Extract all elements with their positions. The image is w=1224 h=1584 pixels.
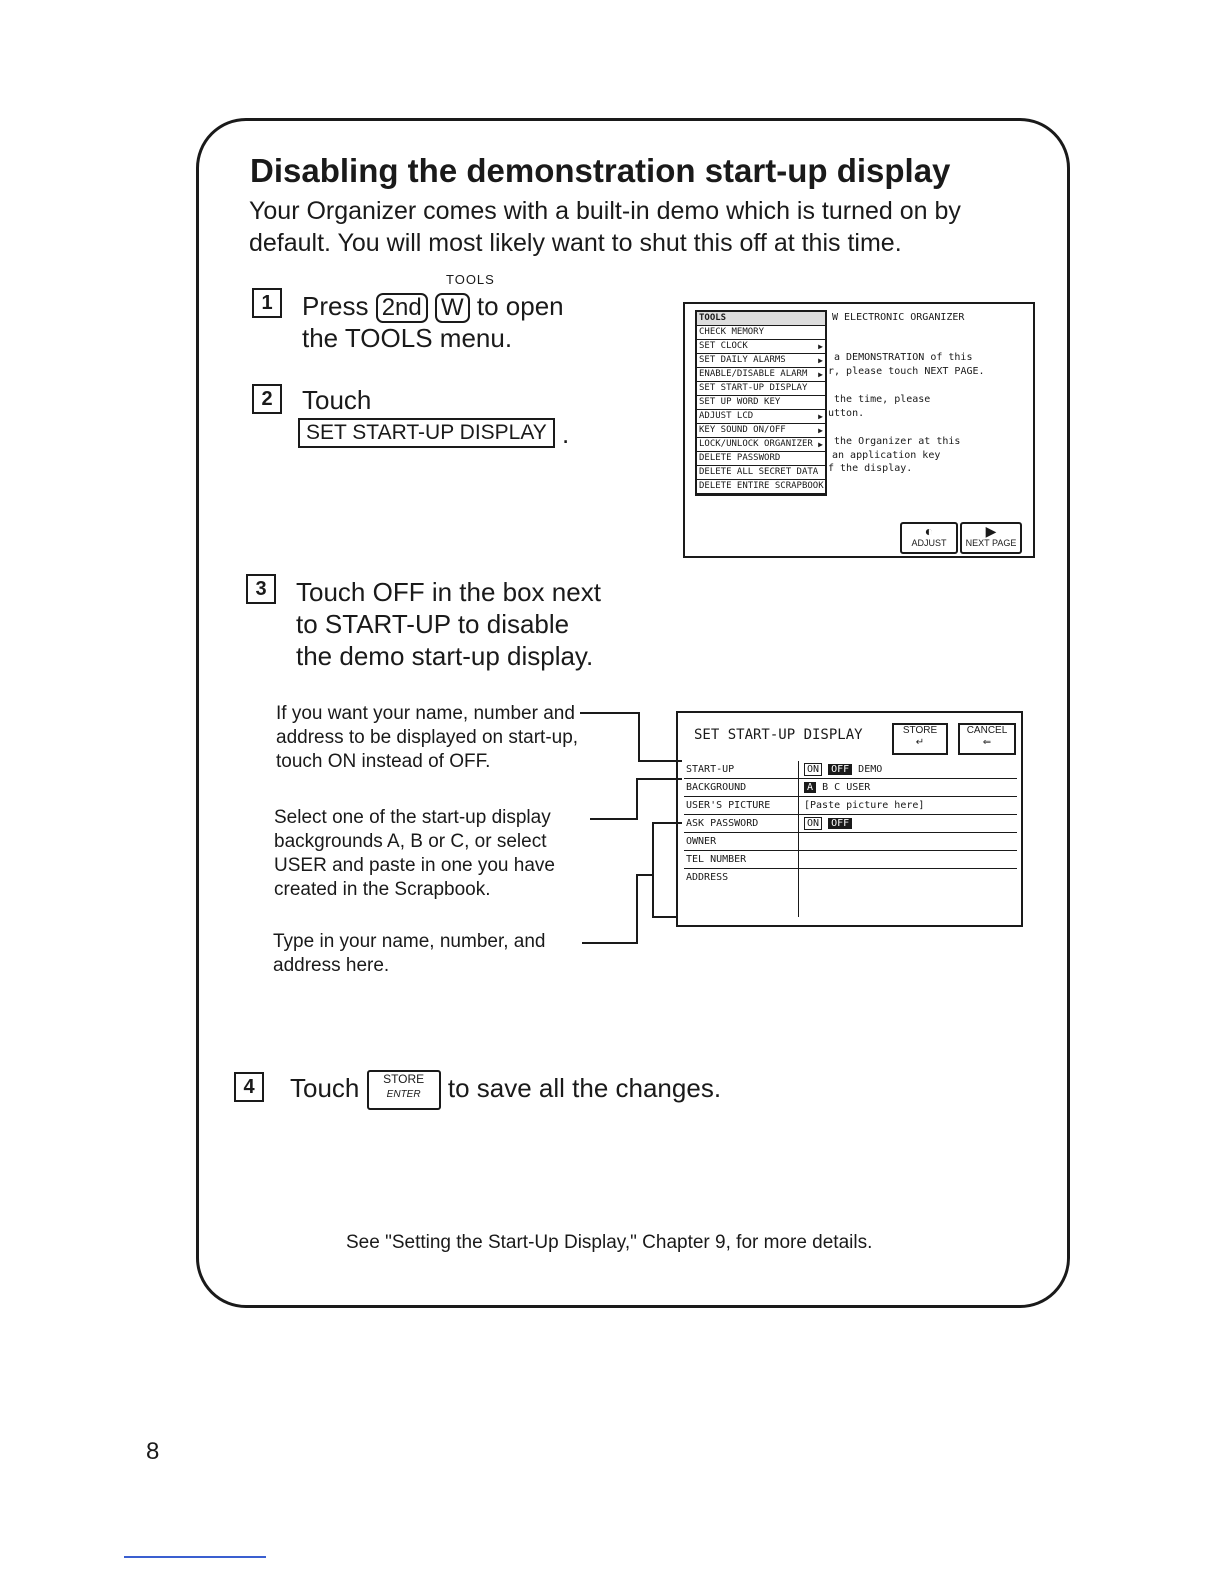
- section-title: Disabling the demonstration start-up display: [250, 152, 951, 189]
- step-1-text: [302, 290, 564, 323]
- tools-menu-screen: [683, 302, 1035, 558]
- leader-line: [636, 778, 638, 820]
- screen-title: SET START-UP DISPLAY: [694, 727, 863, 743]
- 2nd-key: 2nd: [376, 293, 428, 323]
- bg-b-option[interactable]: B: [822, 782, 829, 793]
- menu-item[interactable]: SET START-UP DISPLAY: [697, 382, 825, 396]
- table-row: TEL NUMBER: [684, 851, 1017, 869]
- table-row: OWNER: [684, 833, 1017, 851]
- w-key: W: [435, 293, 470, 323]
- leader-line: [638, 760, 682, 762]
- arrow-right-icon: ▶: [818, 440, 823, 449]
- leader-line: [652, 916, 678, 918]
- callout-text: Type in your name, number, and address here.: [273, 931, 546, 976]
- bg-a-option[interactable]: A: [804, 782, 816, 793]
- step-4-text: [290, 1070, 721, 1110]
- arrow-right-icon: ▶: [818, 426, 823, 435]
- step-number: 4: [234, 1072, 264, 1102]
- footer-rule: [124, 1556, 266, 1558]
- menu-item[interactable]: DELETE PASSWORD: [697, 452, 825, 466]
- step-number: 2: [252, 384, 282, 414]
- picture-value[interactable]: [Paste picture here]: [804, 800, 925, 811]
- screen-text: the Organizer at this: [834, 436, 961, 447]
- screen-text: the time, please: [834, 394, 931, 405]
- step-number: 1: [252, 288, 282, 318]
- next-page-icon: ▶: [985, 523, 997, 539]
- step-3-line1: Touch OFF in the box next: [296, 577, 601, 607]
- off-option[interactable]: OFF: [828, 764, 852, 775]
- screen-text: utton.: [828, 408, 865, 419]
- screen-text: an application key: [832, 450, 941, 461]
- press-word: Press: [302, 291, 369, 321]
- step-3-line3: the demo start-up display.: [296, 641, 594, 671]
- enter-icon: ↵: [915, 737, 925, 748]
- leader-line: [652, 822, 654, 918]
- store-key-icon: STORE ENTER: [367, 1070, 441, 1110]
- back-arrow-icon: ⇐: [982, 737, 992, 748]
- leader-line: [636, 874, 638, 944]
- set-startup-display-label: SET START-UP DISPLAY: [298, 418, 555, 448]
- touch-word: Touch: [290, 1072, 360, 1103]
- arrow-right-icon: ▶: [818, 370, 823, 379]
- menu-item[interactable]: KEY SOUND ON/OFF ▶: [697, 424, 825, 438]
- save-changes-text: to save all the changes.: [447, 1072, 722, 1103]
- table-row: START-UP ON OFF DEMO: [684, 761, 1017, 779]
- on-option[interactable]: ON: [804, 763, 822, 776]
- leader-line: [652, 822, 682, 824]
- adjust-button[interactable]: ◐ ADJUST: [900, 522, 958, 554]
- intro-text: Your Organizer comes with a built-in demo which is turned on by default. You will most likely want to shut this off at this time.: [249, 197, 961, 257]
- settings-table: [684, 761, 1017, 917]
- footer-note: See "Setting the Start-Up Display," Chapter 9, for more details.: [346, 1232, 873, 1253]
- leader-line: [582, 942, 638, 944]
- screen-text: f the display.: [828, 463, 913, 474]
- leader-line: [580, 712, 640, 714]
- store-button[interactable]: STORE ↵: [892, 723, 948, 755]
- table-row: BACKGROUND A B C USER: [684, 779, 1017, 797]
- arrow-right-icon: ▶: [818, 342, 823, 351]
- step-number: 3: [246, 574, 276, 604]
- menu-item[interactable]: DELETE ALL SECRET DATA: [697, 466, 825, 480]
- table-row: USER'S PICTURE [Paste picture here]: [684, 797, 1017, 815]
- arrow-right-icon: ▶: [818, 412, 823, 421]
- menu-item: TOOLS: [697, 312, 825, 326]
- step-1-line2: the TOOLS menu.: [302, 323, 513, 353]
- page-number: 8: [146, 1438, 160, 1465]
- step-2-text: Touch: [302, 385, 372, 415]
- demo-option[interactable]: DEMO: [858, 764, 883, 775]
- password-on-option[interactable]: ON: [804, 817, 822, 830]
- leader-line: [590, 818, 638, 820]
- bg-user-option[interactable]: USER: [846, 782, 871, 793]
- tools-key-label: TOOLS: [446, 272, 495, 287]
- leader-line: [636, 778, 682, 780]
- to-open-text: to open: [476, 291, 564, 321]
- menu-item[interactable]: CHECK MEMORY: [697, 326, 825, 340]
- callout-text: If you want your name, number and address to be displayed on start-up, touch ON instead of OFF.: [276, 703, 579, 772]
- leader-line: [638, 712, 640, 762]
- cancel-button[interactable]: CANCEL ⇐: [958, 723, 1016, 755]
- table-row: ASK PASSWORD ON OFF: [684, 815, 1017, 833]
- table-row: ADDRESS: [684, 869, 1017, 917]
- arrow-right-icon: ▶: [818, 356, 823, 365]
- screen-text: W ELECTRONIC ORGANIZER: [832, 312, 965, 323]
- tools-menu: [695, 310, 827, 496]
- screen-text: a DEMONSTRATION of this: [834, 352, 973, 363]
- menu-item[interactable]: SET UP WORD KEY: [697, 396, 825, 410]
- step-3-line2: to START-UP to disable: [296, 609, 570, 639]
- startup-display-screen: [676, 711, 1023, 927]
- menu-item[interactable]: ADJUST LCD ▶: [697, 410, 825, 424]
- next-page-button[interactable]: ▶ NEXT PAGE: [960, 522, 1022, 554]
- screen-text: r, please touch NEXT PAGE.: [828, 366, 985, 377]
- password-off-option[interactable]: OFF: [828, 818, 852, 829]
- adjust-icon: ◐: [924, 523, 934, 539]
- menu-item[interactable]: SET CLOCK ▶: [697, 340, 825, 354]
- menu-item[interactable]: LOCK/UNLOCK ORGANIZER ▶: [697, 438, 825, 452]
- menu-item[interactable]: DELETE ENTIRE SCRAPBOOK: [697, 480, 825, 494]
- bg-c-option[interactable]: C: [834, 782, 841, 793]
- step-2-period: .: [562, 419, 570, 449]
- menu-item[interactable]: ENABLE/DISABLE ALARM ▶: [697, 368, 825, 382]
- callout-text: Select one of the start-up display backgrounds A, B or C, or select USER and paste in one you have created in the Scrapbook.: [274, 807, 555, 900]
- menu-item[interactable]: SET DAILY ALARMS ▶: [697, 354, 825, 368]
